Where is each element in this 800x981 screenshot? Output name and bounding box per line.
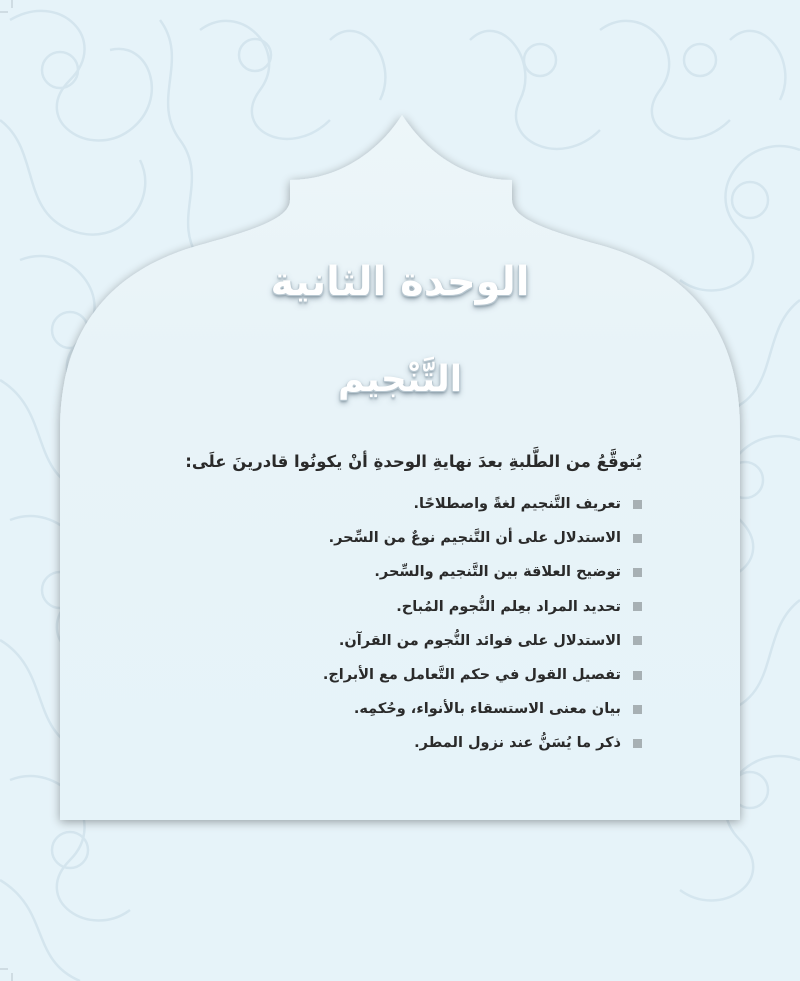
- objective-text: تفصيل القول في حكم التَّعامل مع الأبراج.: [322, 667, 621, 684]
- square-bullet-icon: [633, 705, 642, 714]
- objective-text: ذكر ما يُسَنُّ عند نزول المطر.: [414, 735, 621, 752]
- square-bullet-icon: [633, 671, 642, 680]
- list-item: [162, 555, 642, 589]
- square-bullet-icon: [633, 636, 642, 645]
- square-bullet-icon: [633, 534, 642, 543]
- unit-subtitle: التَّنْجيم: [337, 359, 463, 400]
- list-item: [162, 521, 642, 555]
- list-item: [162, 726, 642, 760]
- objectives-list: [162, 487, 642, 761]
- list-item: [162, 487, 642, 521]
- square-bullet-icon: [633, 568, 642, 577]
- square-bullet-icon: [633, 739, 642, 748]
- objective-text: بيان معنى الاستسقاء بالأنواء، وحُكمِه.: [353, 701, 621, 718]
- list-item: [162, 590, 642, 624]
- objective-text: تعريف التَّنجيم لغةً واصطلاحًا.: [413, 496, 621, 513]
- unit-title: الوحدة الثانية: [270, 259, 530, 305]
- square-bullet-icon: [633, 602, 642, 611]
- objective-text: الاستدلال على فوائد النُّجوم من القرآن.: [338, 632, 621, 649]
- list-item: [162, 658, 642, 692]
- intro-text: يُتوقَّعُ من الطَّلبةِ بعدَ نهايةِ الوحدةِ أنْ يكونُوا قادرينَ علَى:: [185, 452, 642, 471]
- list-item: [162, 624, 642, 658]
- objective-text: الاستدلال على أن التَّنجيم نوعٌ من السِّحر.: [328, 530, 621, 547]
- objective-text: تحديد المراد بعِلم النُّجوم المُباح.: [396, 598, 621, 615]
- list-item: [162, 692, 642, 726]
- objective-text: توضيح العلاقة بين التَّنجيم والسِّحر.: [374, 564, 621, 581]
- square-bullet-icon: [633, 500, 642, 509]
